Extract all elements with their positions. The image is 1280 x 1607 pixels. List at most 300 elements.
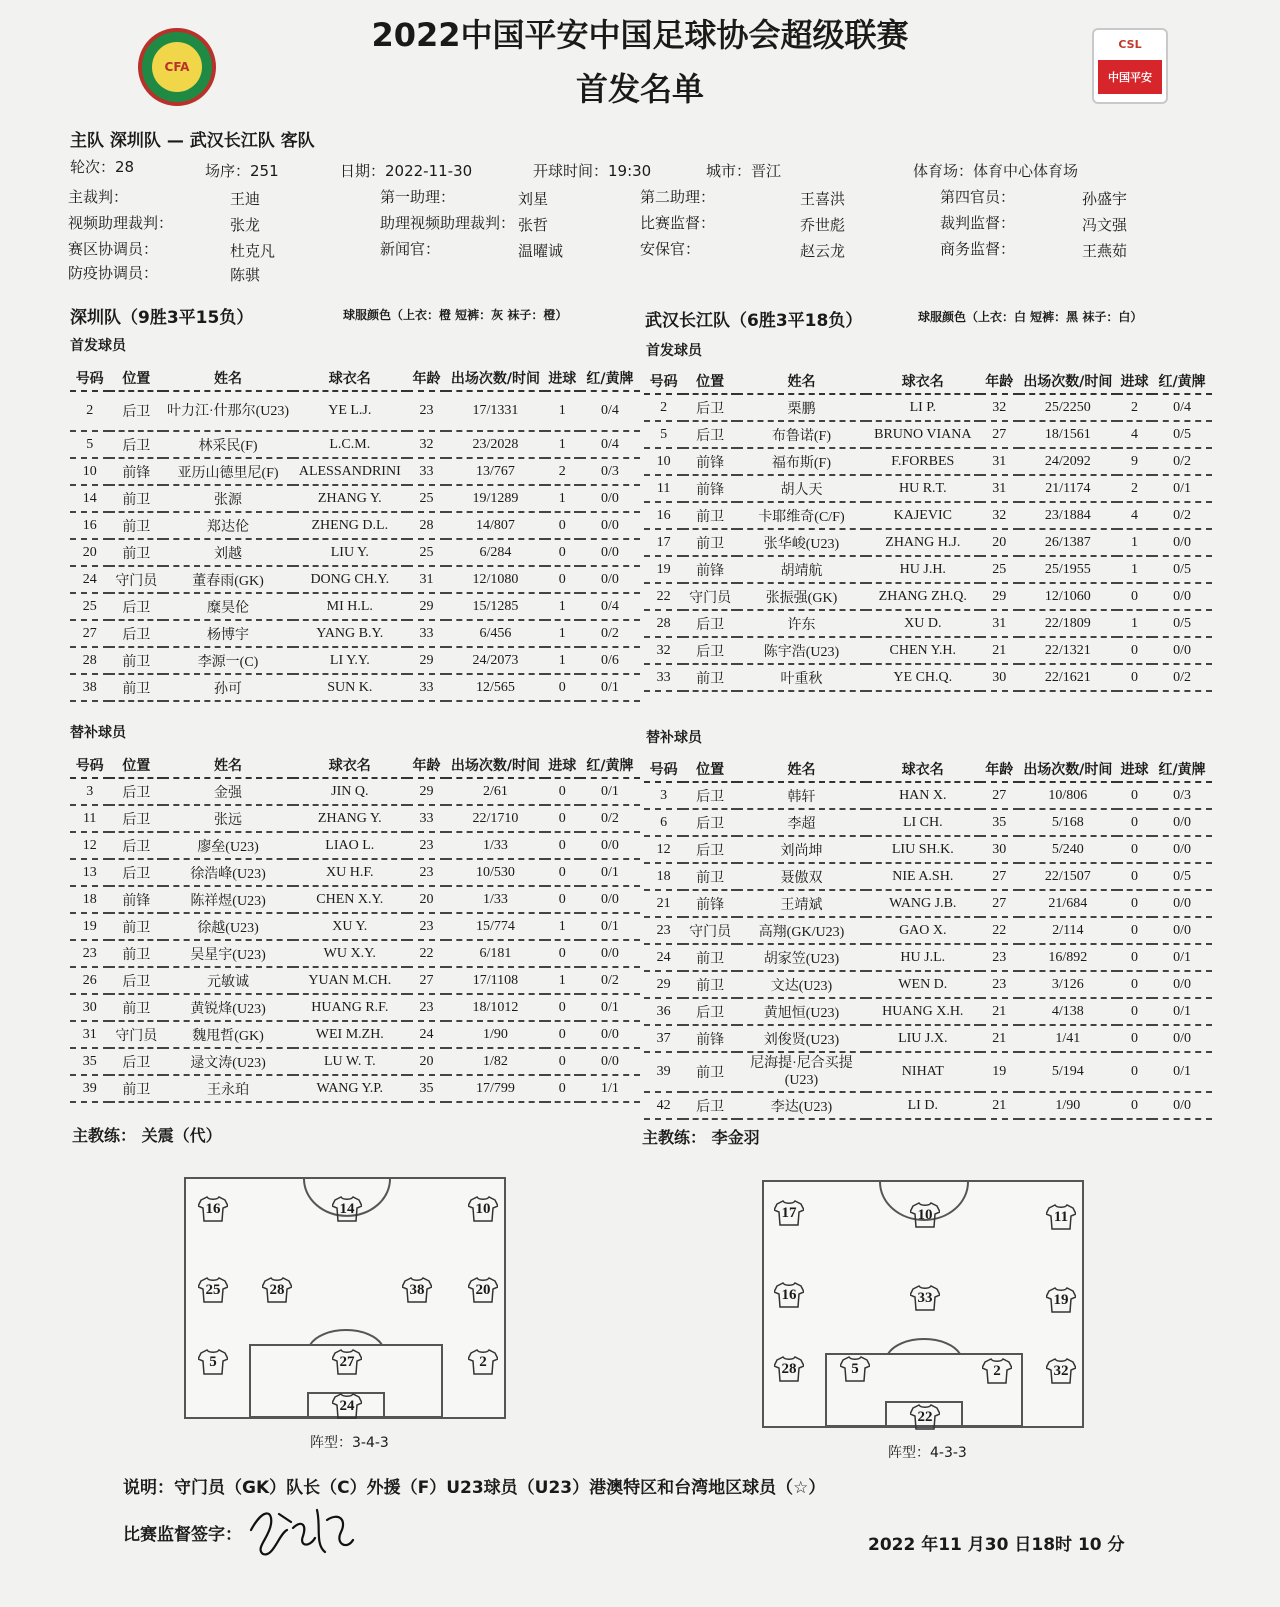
cell-position: 前锋	[109, 458, 163, 485]
jersey-icon	[1046, 1287, 1076, 1313]
cell-appearances: 25/1955	[1019, 556, 1117, 583]
cell-goals: 0	[545, 674, 580, 701]
cell-goals: 0	[545, 859, 580, 886]
cell-goals: 1	[545, 485, 580, 512]
cell-shirt-name: F.FORBES	[866, 448, 980, 475]
cell-goals: 0	[1117, 971, 1152, 998]
cell-age: 23	[980, 971, 1019, 998]
cell-age: 33	[407, 458, 446, 485]
jersey-icon	[774, 1356, 804, 1382]
cell-appearances: 25/2250	[1019, 394, 1117, 421]
home-starters-label: 首发球员	[70, 338, 126, 354]
cell-age: 33	[407, 674, 446, 701]
cell-cards: 0/2	[1152, 664, 1212, 691]
cell-position: 后卫	[683, 1092, 737, 1119]
cell-shirt-name: ALESSANDRINI	[293, 458, 407, 485]
cell-name: 张源	[163, 485, 293, 512]
official-role-label: 第一助理：	[380, 188, 456, 206]
cell-goals: 0	[545, 940, 580, 967]
cfa-logo-icon	[138, 28, 216, 106]
jersey-icon	[198, 1196, 228, 1222]
jersey-icon	[198, 1349, 228, 1375]
cell-appearances: 19/1289	[446, 485, 544, 512]
cell-number: 25	[70, 593, 109, 620]
csl-logo-top: CSL	[1118, 37, 1142, 51]
cell-goals: 1	[545, 647, 580, 674]
cell-cards: 0/4	[580, 391, 640, 431]
cell-appearances: 1/33	[446, 886, 544, 913]
cell-age: 32	[980, 502, 1019, 529]
cell-age: 31	[980, 610, 1019, 637]
jersey-icon	[468, 1349, 498, 1375]
cell-shirt-name: LI Y.Y.	[293, 647, 407, 674]
cell-goals: 1	[545, 593, 580, 620]
cell-shirt-name: YE L.J.	[293, 391, 407, 431]
cell-number: 12	[644, 836, 683, 863]
cell-position: 前卫	[109, 674, 163, 701]
official-role-label: 主裁判：	[68, 188, 129, 206]
table-row	[644, 1025, 1212, 1052]
cell-position: 前卫	[683, 529, 737, 556]
jersey-icon	[910, 1285, 940, 1311]
cell-number: 30	[70, 994, 109, 1021]
cell-goals: 0	[1117, 1092, 1152, 1119]
cell-appearances: 1/41	[1019, 1025, 1117, 1052]
table-row	[644, 610, 1212, 637]
cell-name: 韩轩	[737, 782, 866, 809]
cell-goals: 0	[1117, 944, 1152, 971]
jersey-number: 2	[993, 1362, 1001, 1379]
column-header-name: 姓名	[737, 369, 866, 394]
cell-appearances: 5/194	[1019, 1052, 1117, 1092]
cell-number: 16	[644, 502, 683, 529]
table-row	[644, 421, 1212, 448]
cell-number: 19	[70, 913, 109, 940]
cell-appearances: 3/126	[1019, 971, 1117, 998]
cell-name: 黄旭恒(U23)	[737, 998, 866, 1025]
cell-position: 前锋	[683, 1025, 737, 1052]
cell-goals: 0	[1117, 890, 1152, 917]
official-role-label: 赛区协调员：	[68, 240, 159, 258]
cell-goals: 0	[1117, 782, 1152, 809]
jersey-icon	[468, 1196, 498, 1222]
column-header-appearances: 出场次数/时间	[446, 366, 544, 391]
cell-age: 21	[980, 998, 1019, 1025]
column-header-goals: 进球	[545, 366, 580, 391]
cell-position: 前卫	[683, 502, 737, 529]
column-header-goals: 进球	[1117, 369, 1152, 394]
cell-name: 张远	[163, 805, 293, 832]
cell-appearances: 24/2073	[446, 647, 544, 674]
table-row	[70, 859, 640, 886]
jersey-icon	[910, 1404, 940, 1430]
cell-goals: 1	[545, 967, 580, 994]
cell-shirt-name: ZHANG Y.	[293, 485, 407, 512]
cell-goals: 0	[1117, 637, 1152, 664]
cell-cards: 0/0	[580, 1021, 640, 1048]
cell-appearances: 2/61	[446, 778, 544, 805]
jersey-number: 2	[479, 1353, 487, 1370]
jersey-icon	[774, 1282, 804, 1308]
jersey-icon	[332, 1196, 362, 1222]
jersey-icon	[402, 1277, 432, 1303]
cell-age: 23	[407, 832, 446, 859]
cell-cards: 0/6	[580, 647, 640, 674]
cell-position: 后卫	[683, 998, 737, 1025]
cell-position: 前卫	[109, 1075, 163, 1102]
cell-cards: 0/0	[580, 940, 640, 967]
cell-name: 林采民(F)	[163, 431, 293, 458]
column-header-number: 号码	[644, 369, 683, 394]
cell-age: 30	[980, 836, 1019, 863]
cell-cards: 0/5	[1152, 610, 1212, 637]
column-header-position: 位置	[109, 366, 163, 391]
cell-goals: 2	[545, 458, 580, 485]
cell-name: 张振强(GK)	[737, 583, 866, 610]
cell-cards: 0/3	[580, 458, 640, 485]
cell-cards: 0/2	[580, 620, 640, 647]
cell-age: 23	[407, 913, 446, 940]
jersey-number: 11	[1053, 1208, 1069, 1225]
official-role-label: 防疫协调员：	[68, 264, 159, 282]
cell-number: 10	[644, 448, 683, 475]
cell-appearances: 22/1621	[1019, 664, 1117, 691]
cell-goals: 0	[545, 539, 580, 566]
cell-shirt-name: HAN X.	[866, 782, 980, 809]
table-row	[70, 805, 640, 832]
cell-shirt-name: DONG CH.Y.	[293, 566, 407, 593]
cell-appearances: 22/1507	[1019, 863, 1117, 890]
column-header-number: 号码	[70, 753, 109, 778]
cell-goals: 0	[1117, 1052, 1152, 1092]
cell-number: 6	[644, 809, 683, 836]
cell-appearances: 21/684	[1019, 890, 1117, 917]
cell-number: 18	[70, 886, 109, 913]
cell-number: 32	[644, 637, 683, 664]
away-kit-colors: 球服颜色（上衣：白 短裤：黑 袜子：白）	[918, 310, 1143, 324]
cell-name: 文达(U23)	[737, 971, 866, 998]
cell-position: 前卫	[683, 664, 737, 691]
cell-position: 后卫	[683, 421, 737, 448]
cell-goals: 0	[545, 832, 580, 859]
cell-name: 糜昊伦	[163, 593, 293, 620]
cell-age: 20	[980, 529, 1019, 556]
cell-goals: 4	[1117, 502, 1152, 529]
cell-cards: 0/2	[580, 967, 640, 994]
column-header-name: 姓名	[737, 757, 866, 782]
cell-cards: 0/1	[580, 913, 640, 940]
cell-position: 前卫	[683, 971, 737, 998]
official-name: 王喜洪	[800, 190, 846, 208]
cell-appearances: 17/1331	[446, 391, 544, 431]
cell-age: 32	[407, 431, 446, 458]
cell-cards: 0/0	[1152, 890, 1212, 917]
table-row	[70, 886, 640, 913]
cell-name: 杨博宇	[163, 620, 293, 647]
cell-number: 39	[70, 1075, 109, 1102]
cell-position: 后卫	[683, 836, 737, 863]
table-row	[70, 512, 640, 539]
cell-number: 33	[644, 664, 683, 691]
column-header-cards: 红/黄牌	[1152, 757, 1212, 782]
official-role-label: 安保官：	[640, 240, 701, 258]
cell-name: 李超	[737, 809, 866, 836]
cell-appearances: 12/1080	[446, 566, 544, 593]
cell-shirt-name: CHEN Y.H.	[866, 637, 980, 664]
column-header-number: 号码	[70, 366, 109, 391]
column-header-shirt-name: 球衣名	[293, 753, 407, 778]
cell-name: 福布斯(F)	[737, 448, 866, 475]
cell-goals: 1	[1117, 556, 1152, 583]
cell-goals: 0	[545, 1021, 580, 1048]
cell-age: 29	[407, 593, 446, 620]
signature-scribble-icon	[243, 1500, 358, 1560]
cell-goals: 0	[1117, 583, 1152, 610]
cell-age: 25	[407, 485, 446, 512]
cell-shirt-name: GAO X.	[866, 917, 980, 944]
column-header-age: 年龄	[407, 366, 446, 391]
jersey-number: 32	[1053, 1362, 1069, 1379]
official-role-label: 视频助理裁判：	[68, 214, 174, 232]
jersey-number: 33	[917, 1289, 933, 1306]
cell-position: 前卫	[683, 1052, 737, 1092]
cell-position: 后卫	[683, 394, 737, 421]
cell-cards: 0/4	[580, 431, 640, 458]
legend-note: 说明：守门员（GK）队长（C）外援（F）U23球员（U23）港澳特区和台湾地区球员（☆）	[123, 1478, 826, 1498]
cell-name: 郑达伦	[163, 512, 293, 539]
table-row	[644, 502, 1212, 529]
match-date: 日期：2022-11-30	[340, 162, 473, 180]
cell-name: 高翔(GK/U23)	[737, 917, 866, 944]
jersey-number: 10	[917, 1206, 933, 1223]
cell-appearances: 10/806	[1019, 782, 1117, 809]
cell-position: 后卫	[109, 593, 163, 620]
official-name: 杜克凡	[230, 242, 276, 260]
cell-appearances: 1/90	[1019, 1092, 1117, 1119]
column-header-shirt-name: 球衣名	[293, 366, 407, 391]
cell-age: 25	[980, 556, 1019, 583]
cell-shirt-name: LU W. T.	[293, 1048, 407, 1075]
cell-appearances: 5/240	[1019, 836, 1117, 863]
jersey-icon	[332, 1393, 362, 1419]
cell-shirt-name: LI CH.	[866, 809, 980, 836]
cell-position: 前卫	[109, 994, 163, 1021]
cell-number: 23	[644, 917, 683, 944]
column-header-cards: 红/黄牌	[580, 366, 640, 391]
cell-name: 徐浩峰(U23)	[163, 859, 293, 886]
cell-cards: 0/0	[580, 1048, 640, 1075]
cell-position: 前锋	[683, 475, 737, 502]
cell-shirt-name: LI P.	[866, 394, 980, 421]
cell-name: 金强	[163, 778, 293, 805]
cell-age: 31	[980, 448, 1019, 475]
table-row	[644, 809, 1212, 836]
official-name: 张哲	[518, 216, 549, 234]
away-subs-table	[644, 757, 1212, 1120]
cell-shirt-name: LI D.	[866, 1092, 980, 1119]
cell-position: 后卫	[683, 610, 737, 637]
cell-goals: 4	[1117, 421, 1152, 448]
cell-appearances: 14/807	[446, 512, 544, 539]
cell-shirt-name: WANG J.B.	[866, 890, 980, 917]
cell-cards: 0/0	[1152, 809, 1212, 836]
cell-cards: 1/1	[580, 1075, 640, 1102]
table-row	[644, 475, 1212, 502]
cell-number: 2	[644, 394, 683, 421]
jersey-icon	[468, 1277, 498, 1303]
cell-appearances: 16/892	[1019, 944, 1117, 971]
table-row	[70, 1021, 640, 1048]
cell-number: 21	[644, 890, 683, 917]
cell-position: 前卫	[109, 913, 163, 940]
jersey-number: 27	[339, 1353, 355, 1370]
cell-age: 21	[980, 1092, 1019, 1119]
cell-shirt-name: WEI M.ZH.	[293, 1021, 407, 1048]
match-city: 城市：晋江	[706, 162, 782, 180]
cell-name: 胡靖航	[737, 556, 866, 583]
cell-position: 前卫	[683, 863, 737, 890]
cell-cards: 0/1	[1152, 1052, 1212, 1092]
cell-shirt-name: HU R.T.	[866, 475, 980, 502]
cell-goals: 2	[1117, 394, 1152, 421]
cell-cards: 0/0	[580, 485, 640, 512]
cell-age: 20	[407, 886, 446, 913]
cell-appearances: 6/284	[446, 539, 544, 566]
cell-number: 13	[70, 859, 109, 886]
column-header-goals: 进球	[545, 753, 580, 778]
cell-appearances: 1/33	[446, 832, 544, 859]
table-row	[644, 637, 1212, 664]
cell-cards: 0/3	[1152, 782, 1212, 809]
column-header-age: 年龄	[980, 369, 1019, 394]
table-row	[644, 998, 1212, 1025]
table-row	[644, 583, 1212, 610]
cell-position: 前卫	[109, 940, 163, 967]
cell-cards: 0/1	[580, 859, 640, 886]
cell-appearances: 1/82	[446, 1048, 544, 1075]
cell-goals: 0	[1117, 664, 1152, 691]
table-row	[70, 620, 640, 647]
cell-age: 22	[980, 917, 1019, 944]
cell-number: 28	[644, 610, 683, 637]
cell-goals: 0	[545, 886, 580, 913]
table-row	[70, 940, 640, 967]
cell-age: 23	[407, 859, 446, 886]
cell-name: 许东	[737, 610, 866, 637]
table-row	[70, 647, 640, 674]
cell-cards: 0/0	[580, 539, 640, 566]
cell-goals: 0	[545, 1048, 580, 1075]
away-starters-label: 首发球员	[646, 343, 702, 359]
cell-appearances: 12/1060	[1019, 583, 1117, 610]
jersey-icon	[840, 1356, 870, 1382]
cell-age: 35	[980, 809, 1019, 836]
jersey-icon	[198, 1277, 228, 1303]
cell-number: 39	[644, 1052, 683, 1092]
cell-position: 前卫	[109, 485, 163, 512]
cell-shirt-name: SUN K.	[293, 674, 407, 701]
cell-name: 刘尚坤	[737, 836, 866, 863]
home-subs-label: 替补球员	[70, 725, 126, 741]
official-name: 陈骐	[230, 266, 261, 284]
cell-shirt-name: WU X.Y.	[293, 940, 407, 967]
jersey-number: 16	[781, 1286, 797, 1303]
cell-shirt-name: HU J.L.	[866, 944, 980, 971]
cell-position: 后卫	[683, 782, 737, 809]
cell-shirt-name: YE CH.Q.	[866, 664, 980, 691]
csl-logo-icon	[1092, 28, 1168, 104]
table-row	[70, 913, 640, 940]
column-header-appearances: 出场次数/时间	[1019, 757, 1117, 782]
official-name: 赵云龙	[800, 242, 846, 260]
cell-position: 后卫	[683, 637, 737, 664]
cell-name: 胡家笠(U23)	[737, 944, 866, 971]
home-team-record: 深圳队（9胜3平15负）	[70, 308, 254, 328]
cell-position: 前锋	[683, 556, 737, 583]
cell-goals: 1	[1117, 529, 1152, 556]
cell-number: 18	[644, 863, 683, 890]
cell-appearances: 15/774	[446, 913, 544, 940]
cell-appearances: 22/1710	[446, 805, 544, 832]
table-row	[70, 566, 640, 593]
cell-position: 后卫	[109, 778, 163, 805]
table-row	[644, 782, 1212, 809]
cell-appearances: 2/114	[1019, 917, 1117, 944]
jersey-icon	[982, 1358, 1012, 1384]
cell-shirt-name: NIHAT	[866, 1052, 980, 1092]
cell-goals: 0	[545, 1075, 580, 1102]
cell-appearances: 13/767	[446, 458, 544, 485]
jersey-icon	[910, 1202, 940, 1228]
cell-age: 31	[980, 475, 1019, 502]
jersey-number: 38	[409, 1281, 425, 1298]
cell-cards: 0/2	[1152, 502, 1212, 529]
home-kit-colors: 球服颜色（上衣：橙 短裤：灰 袜子：橙）	[343, 308, 568, 322]
cell-shirt-name: HUANG X.H.	[866, 998, 980, 1025]
cell-cards: 0/5	[1152, 863, 1212, 890]
cell-shirt-name: L.C.M.	[293, 431, 407, 458]
cell-goals: 1	[545, 913, 580, 940]
csl-logo-sponsor: 中国平安	[1098, 60, 1162, 94]
match-kickoff: 开球时间：19:30	[533, 162, 652, 180]
cell-cards: 0/2	[580, 805, 640, 832]
cell-age: 27	[980, 421, 1019, 448]
cell-name: 徐越(U23)	[163, 913, 293, 940]
home-formation-pitch	[184, 1177, 506, 1419]
sign-datetime: 2022 年11 月30 日18时 10 分	[868, 1535, 1125, 1555]
cell-cards: 0/0	[1152, 971, 1212, 998]
cell-shirt-name: HU J.H.	[866, 556, 980, 583]
table-row	[644, 664, 1212, 691]
cell-cards: 0/0	[1152, 529, 1212, 556]
cell-cards: 0/0	[580, 512, 640, 539]
cell-name: 聂傲双	[737, 863, 866, 890]
cell-number: 2	[70, 391, 109, 431]
cell-shirt-name: LIU Y.	[293, 539, 407, 566]
cell-cards: 0/2	[1152, 448, 1212, 475]
document-title: 2022中国平安中国足球协会超级联赛	[371, 16, 909, 54]
cell-goals: 0	[1117, 917, 1152, 944]
cell-position: 后卫	[109, 967, 163, 994]
jersey-icon	[1046, 1358, 1076, 1384]
cell-cards: 0/0	[580, 566, 640, 593]
cell-shirt-name: KAJEVIC	[866, 502, 980, 529]
cell-number: 28	[70, 647, 109, 674]
cell-name: 魏甩哲(GK)	[163, 1021, 293, 1048]
cell-name: 王永珀	[163, 1075, 293, 1102]
official-role-label: 比赛监督：	[640, 214, 716, 232]
table-row	[644, 556, 1212, 583]
